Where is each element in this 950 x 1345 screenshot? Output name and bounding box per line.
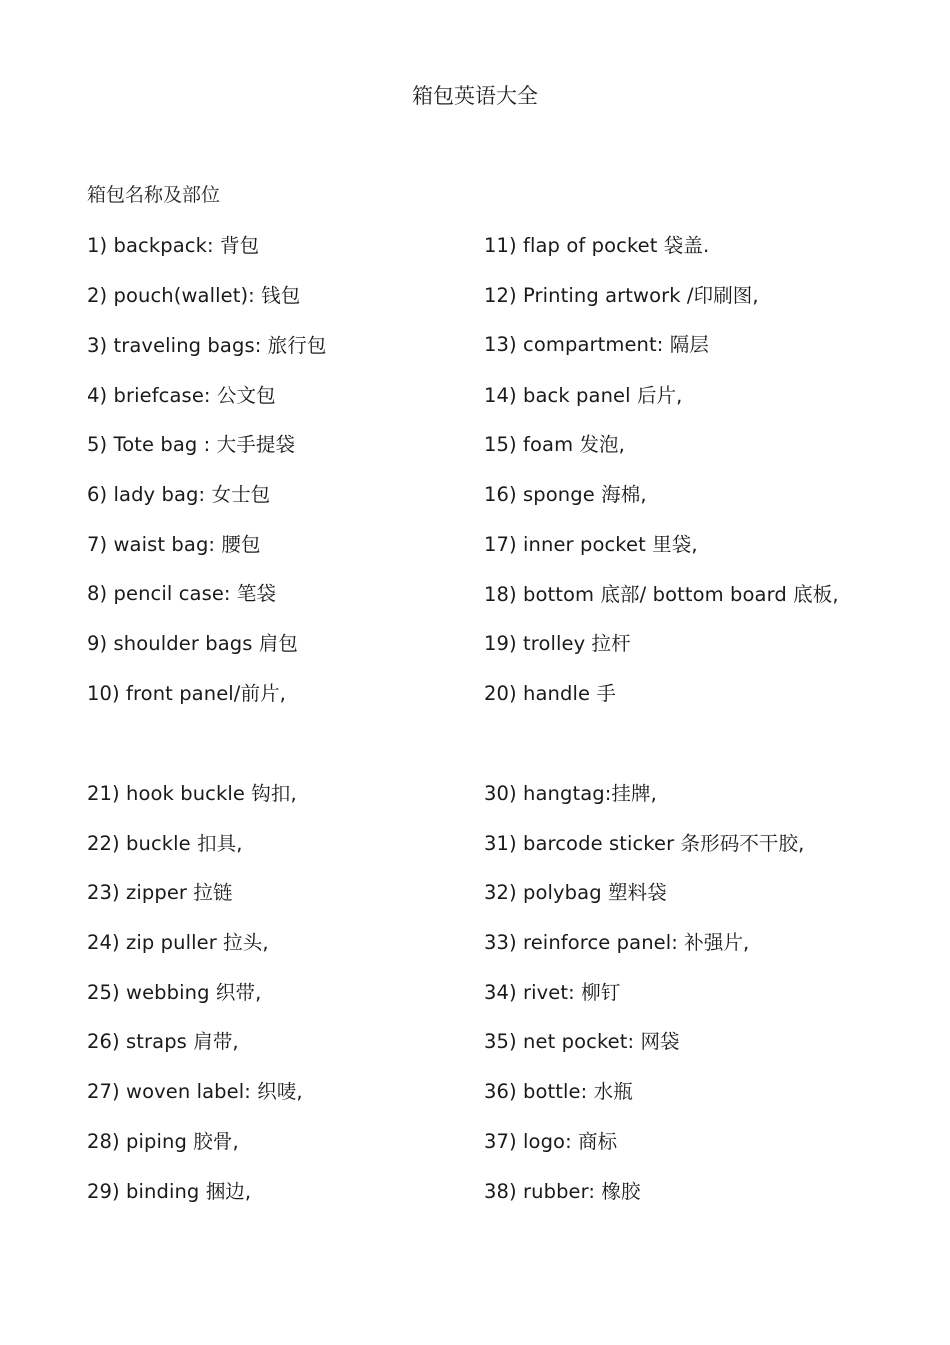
term-item: 21) hook buckle 钩扣, <box>87 782 297 805</box>
term-item: 31) barcode sticker 条形码不干胶, <box>484 832 805 855</box>
term-item: 35) net pocket: 网袋 <box>484 1030 680 1053</box>
term-item: 7) waist bag: 腰包 <box>87 533 261 556</box>
term-item: 32) polybag 塑料袋 <box>484 881 667 904</box>
term-item: 22) buckle 扣具, <box>87 832 243 855</box>
term-item: 3) traveling bags: 旅行包 <box>87 334 327 357</box>
term-item: 36) bottle: 水瓶 <box>484 1080 633 1103</box>
term-item: 34) rivet: 柳钉 <box>484 981 621 1004</box>
term-item: 19) trolley 拉杆 <box>484 632 631 655</box>
term-item: 4) briefcase: 公文包 <box>87 384 276 407</box>
term-item: 11) flap of pocket 袋盖. <box>484 234 710 257</box>
term-item: 27) woven label: 织唛, <box>87 1080 303 1103</box>
term-item: 38) rubber: 橡胶 <box>484 1180 641 1203</box>
term-item: 14) back panel 后片, <box>484 384 683 407</box>
term-item: 25) webbing 织带, <box>87 981 262 1004</box>
term-item: 5) Tote bag : 大手提袋 <box>87 433 296 456</box>
term-item: 12) Printing artwork /印刷图, <box>484 284 759 307</box>
term-item: 26) straps 肩带, <box>87 1030 239 1053</box>
term-item: 28) piping 胶骨, <box>87 1130 239 1153</box>
term-item: 24) zip puller 拉头, <box>87 931 269 954</box>
term-item: 16) sponge 海棉, <box>484 483 647 506</box>
term-item: 23) zipper 拉链 <box>87 881 233 904</box>
term-item: 8) pencil case: 笔袋 <box>87 582 277 605</box>
term-item: 37) logo: 商标 <box>484 1130 618 1153</box>
term-item: 17) inner pocket 里袋, <box>484 533 698 556</box>
term-item: 33) reinforce panel: 补强片, <box>484 931 750 954</box>
term-item: 29) binding 捆边, <box>87 1180 252 1203</box>
term-item: 18) bottom 底部/ bottom board 底板, <box>484 583 839 606</box>
term-item: 6) lady bag: 女士包 <box>87 483 271 506</box>
term-item: 1) backpack: 背包 <box>87 234 260 257</box>
term-item: 2) pouch(wallet): 钱包 <box>87 284 301 307</box>
term-item: 9) shoulder bags 肩包 <box>87 632 298 655</box>
term-item: 30) hangtag:挂牌, <box>484 782 657 805</box>
term-item: 13) compartment: 隔层 <box>484 333 709 356</box>
term-item: 20) handle 手 <box>484 682 616 705</box>
term-item: 15) foam 发泡, <box>484 433 625 456</box>
page-title: 箱包英语大全 <box>412 84 538 108</box>
term-item: 10) front panel/前片, <box>87 682 286 705</box>
section-heading: 箱包名称及部位 <box>87 184 221 206</box>
